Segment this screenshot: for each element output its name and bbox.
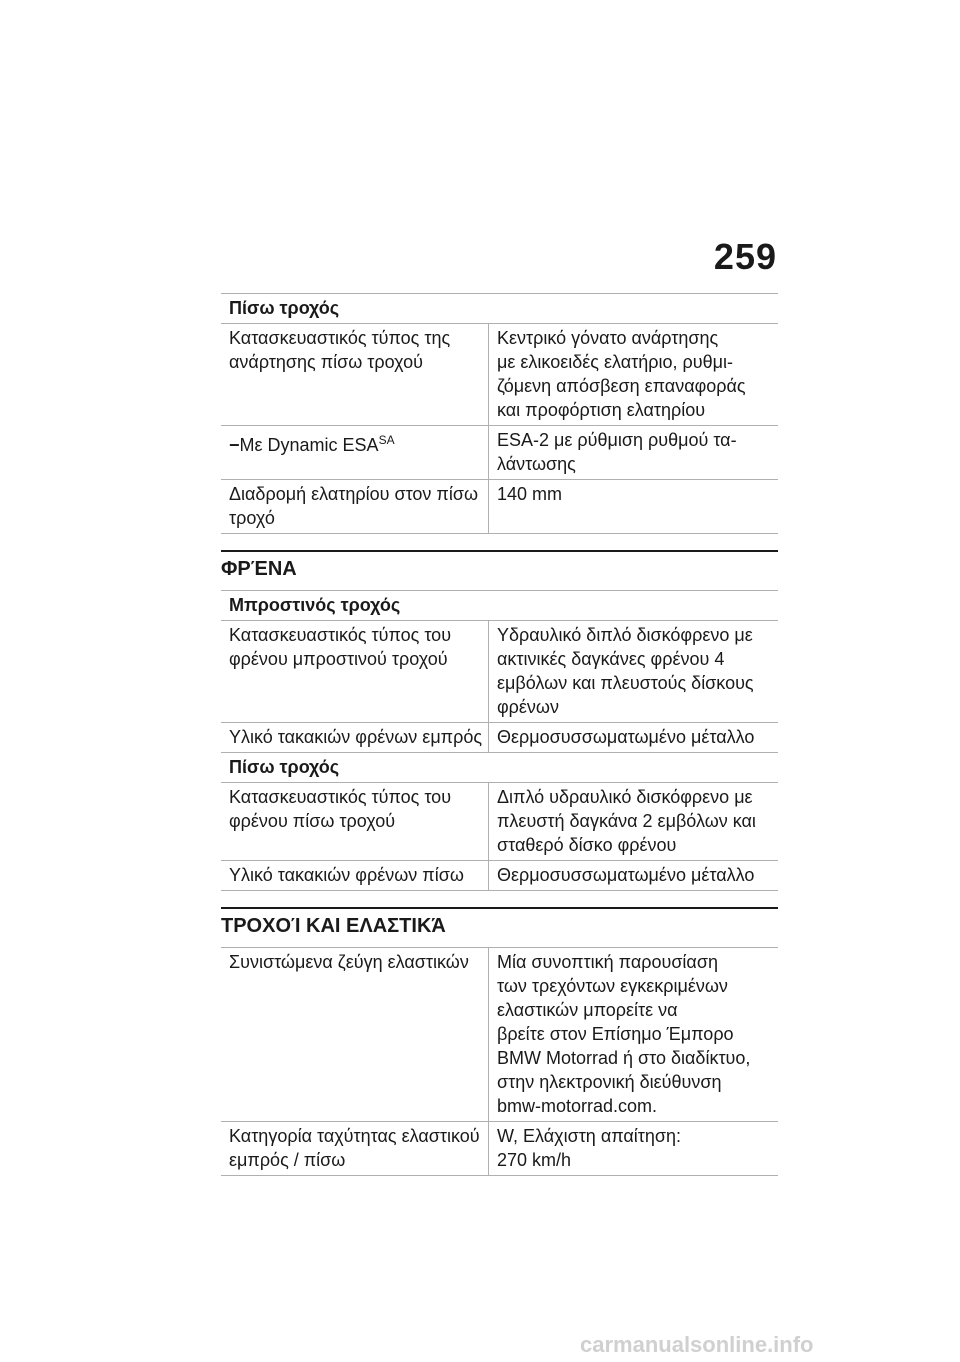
table-row	[221, 947, 778, 1121]
spec-label: Κατασκευαστικός τύπος του φρένου μπροστινού τροχού	[221, 621, 489, 722]
front-wheel-brake-header: Μπροστινός τροχός	[221, 590, 778, 620]
spec-value: Θερμοσυσσωματωμένο μέταλλο	[497, 727, 755, 747]
spacer	[221, 534, 778, 550]
spec-content	[221, 293, 778, 1176]
table-row	[221, 722, 778, 752]
spec-value: Διπλό υδραυλικό δισκόφρενο με πλευστή δαγκάνα 2 εμβόλων και σταθερό δίσκο φρένου	[497, 787, 756, 855]
spec-label: Διαδρομή ελατηρίου στον πίσω τροχό	[221, 480, 489, 533]
rear-wheel-brake-header: Πίσω τροχός	[221, 752, 778, 782]
spec-label	[221, 426, 489, 479]
spec-label: Κατασκευαστικός τύπος του φρένου πίσω τροχού	[221, 783, 489, 860]
spec-value: 140 mm	[497, 484, 563, 504]
table-row	[221, 323, 778, 425]
table-row	[221, 1121, 778, 1176]
spec-value: Θερμοσυσσωματωμένο μέταλλο	[497, 865, 755, 885]
spec-value: ESA-2 με ρύθμιση ρυθμού τα- λάντωσης	[497, 430, 737, 474]
table-row	[221, 425, 778, 479]
watermark: carmanualsonline.info	[580, 1332, 814, 1357]
option-superscript: SA	[378, 433, 395, 447]
spacer	[221, 891, 778, 907]
table-row	[221, 860, 778, 891]
spec-label: Συνιστώμενα ζεύγη ελαστικών	[221, 948, 489, 1121]
spec-value: Υδραυλικό διπλό δισκόφρενο με ακτινικές δαγκάνες φρένου 4 εμβόλων και πλευστούς δίσκους φρένων	[497, 625, 754, 717]
spec-label: Κατασκευαστικός τύπος της ανάρτησης πίσω τροχού	[221, 324, 489, 425]
table-row	[221, 620, 778, 722]
rear-wheel-suspension-header: Πίσω τροχός	[221, 293, 778, 323]
page-number: 259	[713, 236, 777, 277]
spec-label: Υλικό τακακιών φρένων πίσω	[221, 861, 489, 890]
dash-marker: −	[229, 435, 240, 455]
wheels-tyres-section-title: ΤΡΟΧΟΊ ΚΑΙ ΕΛΑΣΤΙΚΆ	[221, 907, 778, 947]
spec-value: Κεντρικό γόνατο ανάρτησης με ελικοειδές ελατήριο, ρυθμι- ζόμενη απόσβεση επαναφοράς και προφόρτιση ελατηρίου	[497, 328, 746, 420]
table-row	[221, 479, 778, 534]
brakes-section-title: ΦΡΈΝΑ	[221, 550, 778, 590]
spec-label: Υλικό τακακιών φρένων εμπρός	[221, 723, 489, 752]
spec-value: W, Ελάχιστη απαίτηση: 270 km/h	[497, 1126, 682, 1170]
spec-value: Μία συνοπτική παρουσίαση των τρεχόντων εγκεκριμένων ελαστικών μπορείτε να βρείτε στον Επίσημο Έμπορο BMW Motorrad ή στο διαδίκτυο, στην ηλεκτρονική διεύθυνση bmw-motorrad.com.	[497, 952, 751, 1116]
spec-label-text: Με Dynamic ESA	[239, 435, 379, 455]
table-row	[221, 782, 778, 860]
spec-label: Κατηγορία ταχύτητας ελαστικού εμπρός / πίσω	[221, 1122, 489, 1175]
